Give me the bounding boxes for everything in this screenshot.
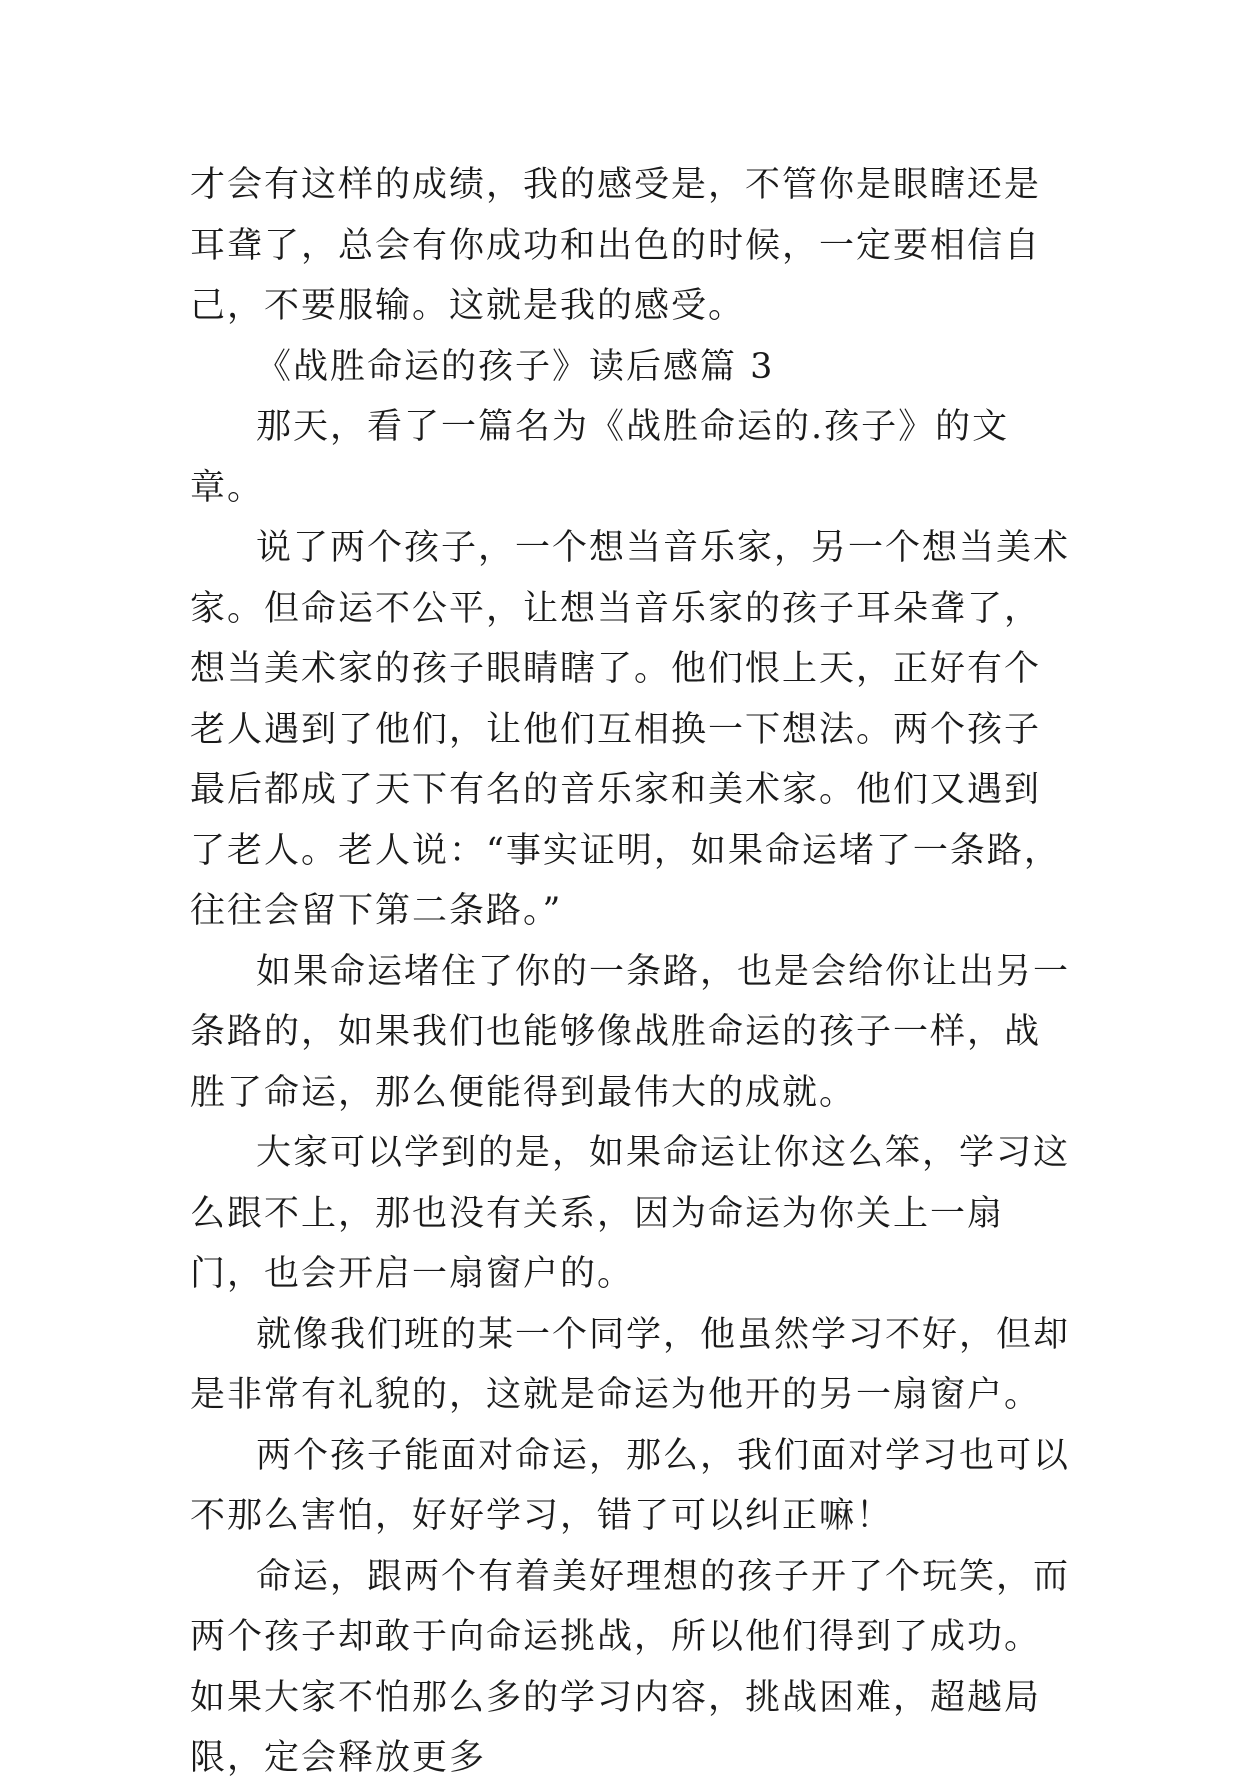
document-body: [190, 155, 1070, 1789]
paragraph-continuation: 才会有这样的成绩，我的感受是，不管你是眼瞎还是耳聋了，总会有你成功和出色的时候，一定要相信自己，不要服输。这就是我的感受。: [190, 165, 1042, 326]
paragraph: 说了两个孩子，一个想当音乐家，另一个想当美术家。但命运不公平，让想当音乐家的孩子耳朵聋了，想当美术家的孩子眼睛瞎了。他们恨上天，正好有个老人遇到了他们，让他们互相换一下想法。两个孩子最后都成了天下有名的音乐家和美术家。他们又遇到了老人。老人说：“事实证明，如果命运堵了一条路，往往会留下第二条路。”: [190, 528, 1071, 931]
paragraph: 两个孩子能面对命运，那么，我们面对学习也可以不那么害怕，好好学习，错了可以纠正嘛！: [190, 1435, 1071, 1536]
paragraph: 那天，看了一篇名为《战胜命运的.孩子》的文章。: [190, 407, 1010, 508]
paragraph: 就像我们班的某一个同学，他虽然学习不好，但却是非常有礼貌的，这就是命运为他开的另一扇窗户。: [190, 1314, 1071, 1415]
section-heading: 《战胜命运的孩子》读后感篇 3: [256, 346, 775, 387]
paragraph: 如果命运堵住了你的一条路，也是会给你让出另一条路的，如果我们也能够像战胜命运的孩子一样，战胜了命运，那么便能得到最伟大的成就。: [190, 951, 1071, 1113]
paragraph: 命运，跟两个有着美好理想的孩子开了个玩笑，而两个孩子却敢于向命运挑战，所以他们得到了成功。如果大家不怕那么多的学习内容，挑战困难，超越局限，定会释放更多: [190, 1556, 1071, 1778]
paragraph: 大家可以学到的是，如果命运让你这么笨，学习这么跟不上，那也没有关系，因为命运为你关上一扇门，也会开启一扇窗户的。: [190, 1133, 1071, 1294]
